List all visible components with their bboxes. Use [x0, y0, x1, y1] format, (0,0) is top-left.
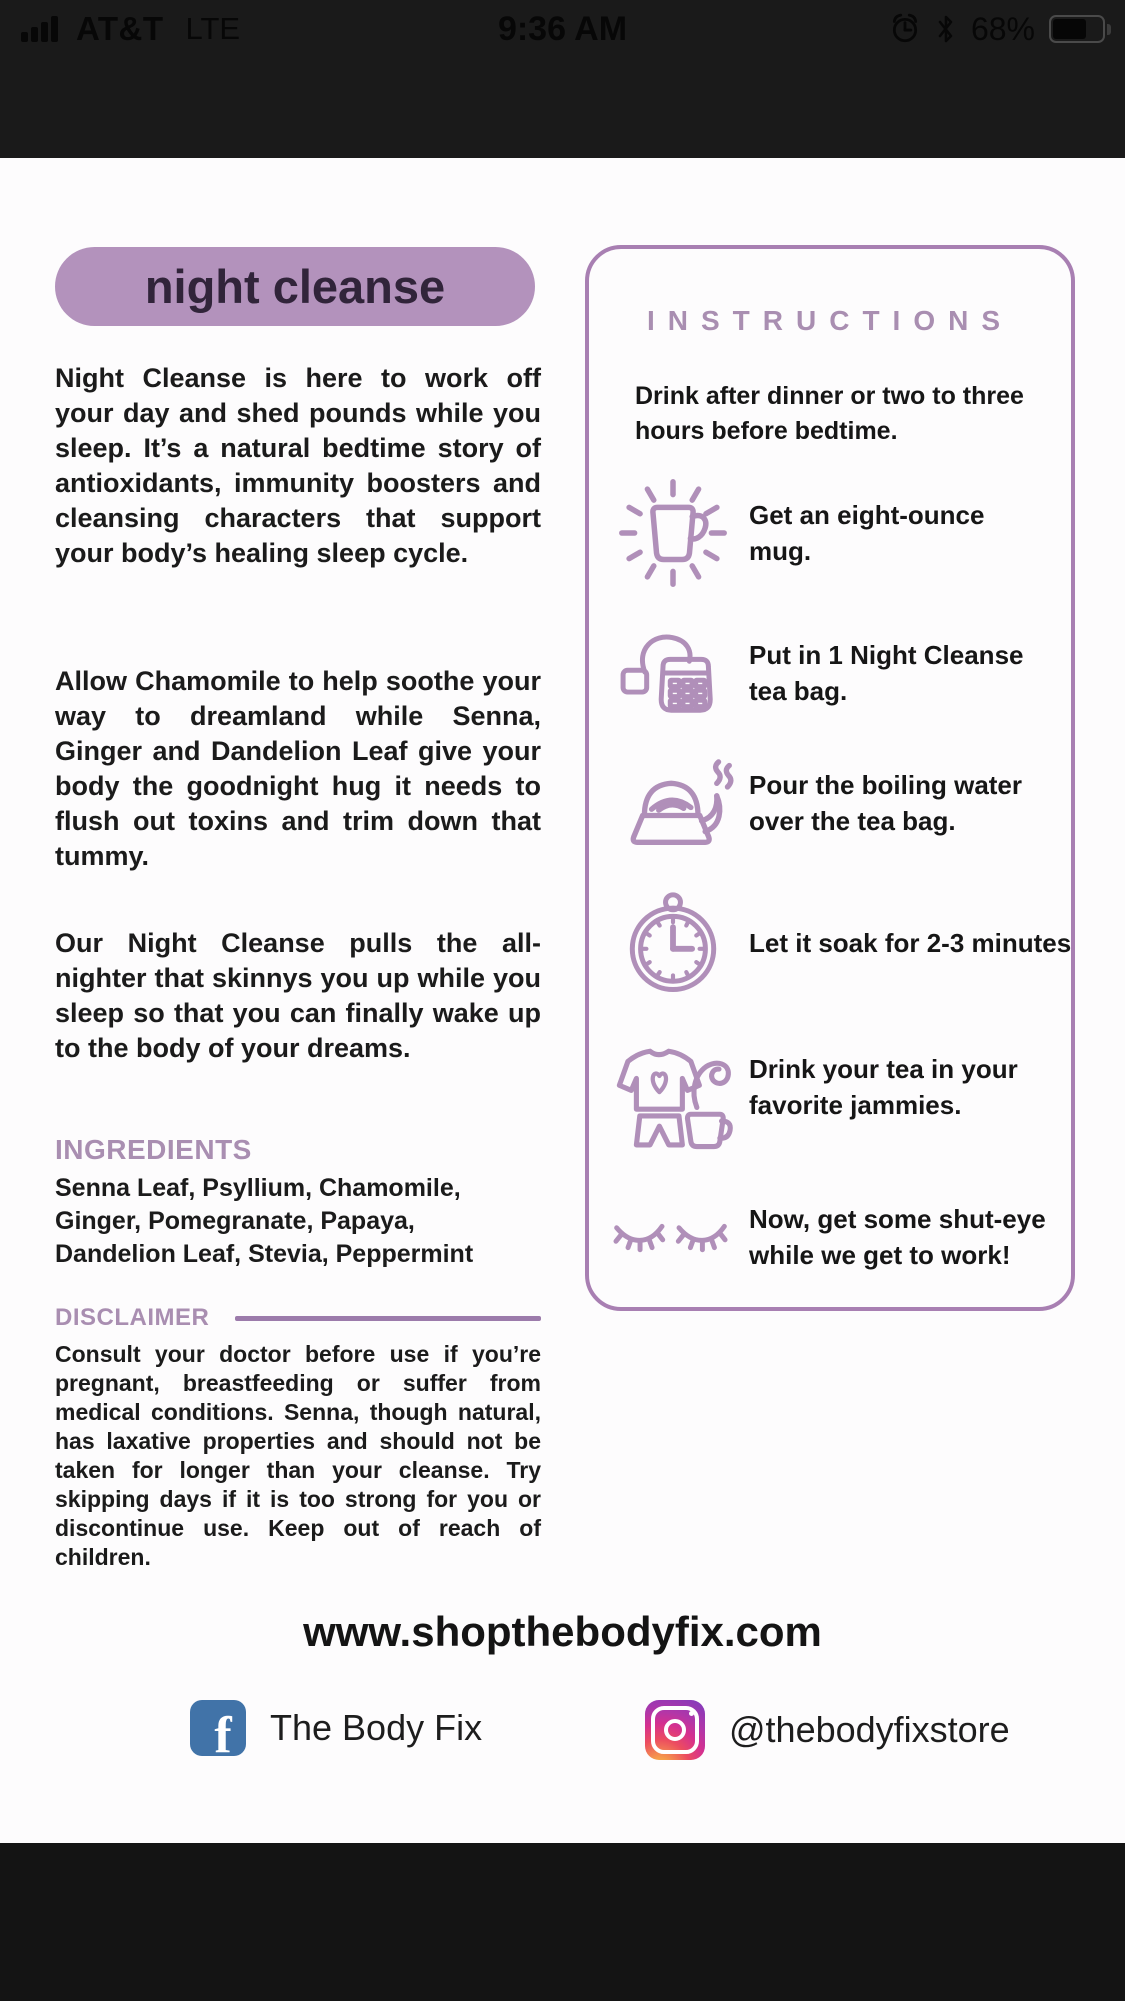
instruction-step — [597, 1025, 1067, 1149]
instruction-step — [597, 881, 1072, 1005]
battery-icon — [1049, 15, 1111, 43]
instruction-step-text: Put in 1 Night Cleanse tea bag. — [749, 640, 1024, 706]
pajamas-mug-icon — [597, 1024, 749, 1150]
facebook-label: The Body Fix — [270, 1707, 483, 1748]
description-paragraph: Our Night Cleanse pulls the all-nighter that skinnys you up while you sleep so that you can finally wake up to the body of your dreams. — [55, 928, 541, 1063]
status-right-cluster — [889, 11, 1111, 48]
facebook-row — [190, 1700, 482, 1756]
instruction-step-text: Pour the boiling water over the tea bag. — [749, 770, 1023, 836]
description-paragraph: Allow Chamomile to help soothe your way to dreamland while Senna, Ginger and Dandelion Leaf give your body the goodnight hug it needs to flush out toxins and trim down that tummy. — [55, 666, 541, 871]
disclaimer-header-row — [55, 1304, 541, 1332]
website-url: www.shopthebodyfix.com — [303, 1608, 822, 1655]
tea-bag-icon — [597, 623, 749, 723]
kettle-icon — [597, 753, 749, 853]
instruction-step-text: Let it soak for 2-3 minutes — [749, 928, 1072, 958]
product-title-pill — [55, 247, 535, 326]
instagram-row — [645, 1700, 1010, 1760]
carrier-label: AT&T — [76, 10, 164, 47]
instruction-step — [597, 611, 1067, 735]
instruction-step-text: Get an eight-ounce mug. — [749, 500, 985, 566]
instruction-step-text: Drink your tea in your favorite jammies. — [749, 1054, 1018, 1120]
network-label: LTE — [185, 11, 241, 46]
battery-percent-label: 68% — [970, 10, 1035, 47]
alarm-clock-icon — [889, 13, 921, 45]
closed-eyes-icon — [597, 1214, 749, 1260]
instruction-step — [597, 1175, 1067, 1299]
ingredients-list: Senna Leaf, Psyllium, Chamomile, Ginger, Pomegranate, Papaya, Dandelion Leaf, Stevia, Peppermint — [55, 1174, 474, 1268]
instagram-label: @thebodyfixstore — [729, 1709, 1010, 1750]
shining-mug-icon — [597, 469, 749, 597]
disclaimer-text: Consult your doctor before use if you’re pregnant, breastfeeding or suffer from medical conditions. Senna, though natural, has laxative properties and should not be taken for longer than your cleanse. Try skipping days if it is too strong for you or discontinue use. Keep out of reach of children. — [55, 1341, 541, 1570]
clock-label: 9:36 AM — [497, 9, 628, 48]
bottom-dark-band — [0, 1843, 1125, 2001]
instructions-panel — [585, 245, 1075, 1311]
instruction-step-text: Now, get some shut-eye while we get to work! — [749, 1204, 1046, 1270]
facebook-f-glyph: f — [214, 1707, 232, 1756]
facebook-icon — [190, 1700, 246, 1756]
disclaimer-heading: DISCLAIMER — [55, 1304, 210, 1331]
instruction-step — [597, 741, 1067, 865]
description-paragraph: Night Cleanse is here to work off your day and shed pounds while you sleep. It’s a natural bedtime story of antioxidants, immunity boosters and cleansing characters that support your body’s healing sleep cycle. — [55, 363, 541, 568]
flyer-image — [0, 158, 1125, 1843]
instructions-intro: Drink after dinner or two to three hours before bedtime. — [635, 382, 1024, 445]
ingredients-heading: INGREDIENTS — [55, 1134, 252, 1165]
instructions-heading: INSTRUCTIONS — [647, 305, 1013, 336]
status-bar — [0, 0, 1125, 58]
bluetooth-icon — [935, 13, 957, 45]
disclaimer-divider — [235, 1316, 541, 1321]
instruction-step — [597, 471, 1067, 595]
pocket-watch-icon — [597, 889, 749, 997]
instagram-icon — [645, 1700, 705, 1760]
product-title: night cleanse — [144, 260, 446, 313]
